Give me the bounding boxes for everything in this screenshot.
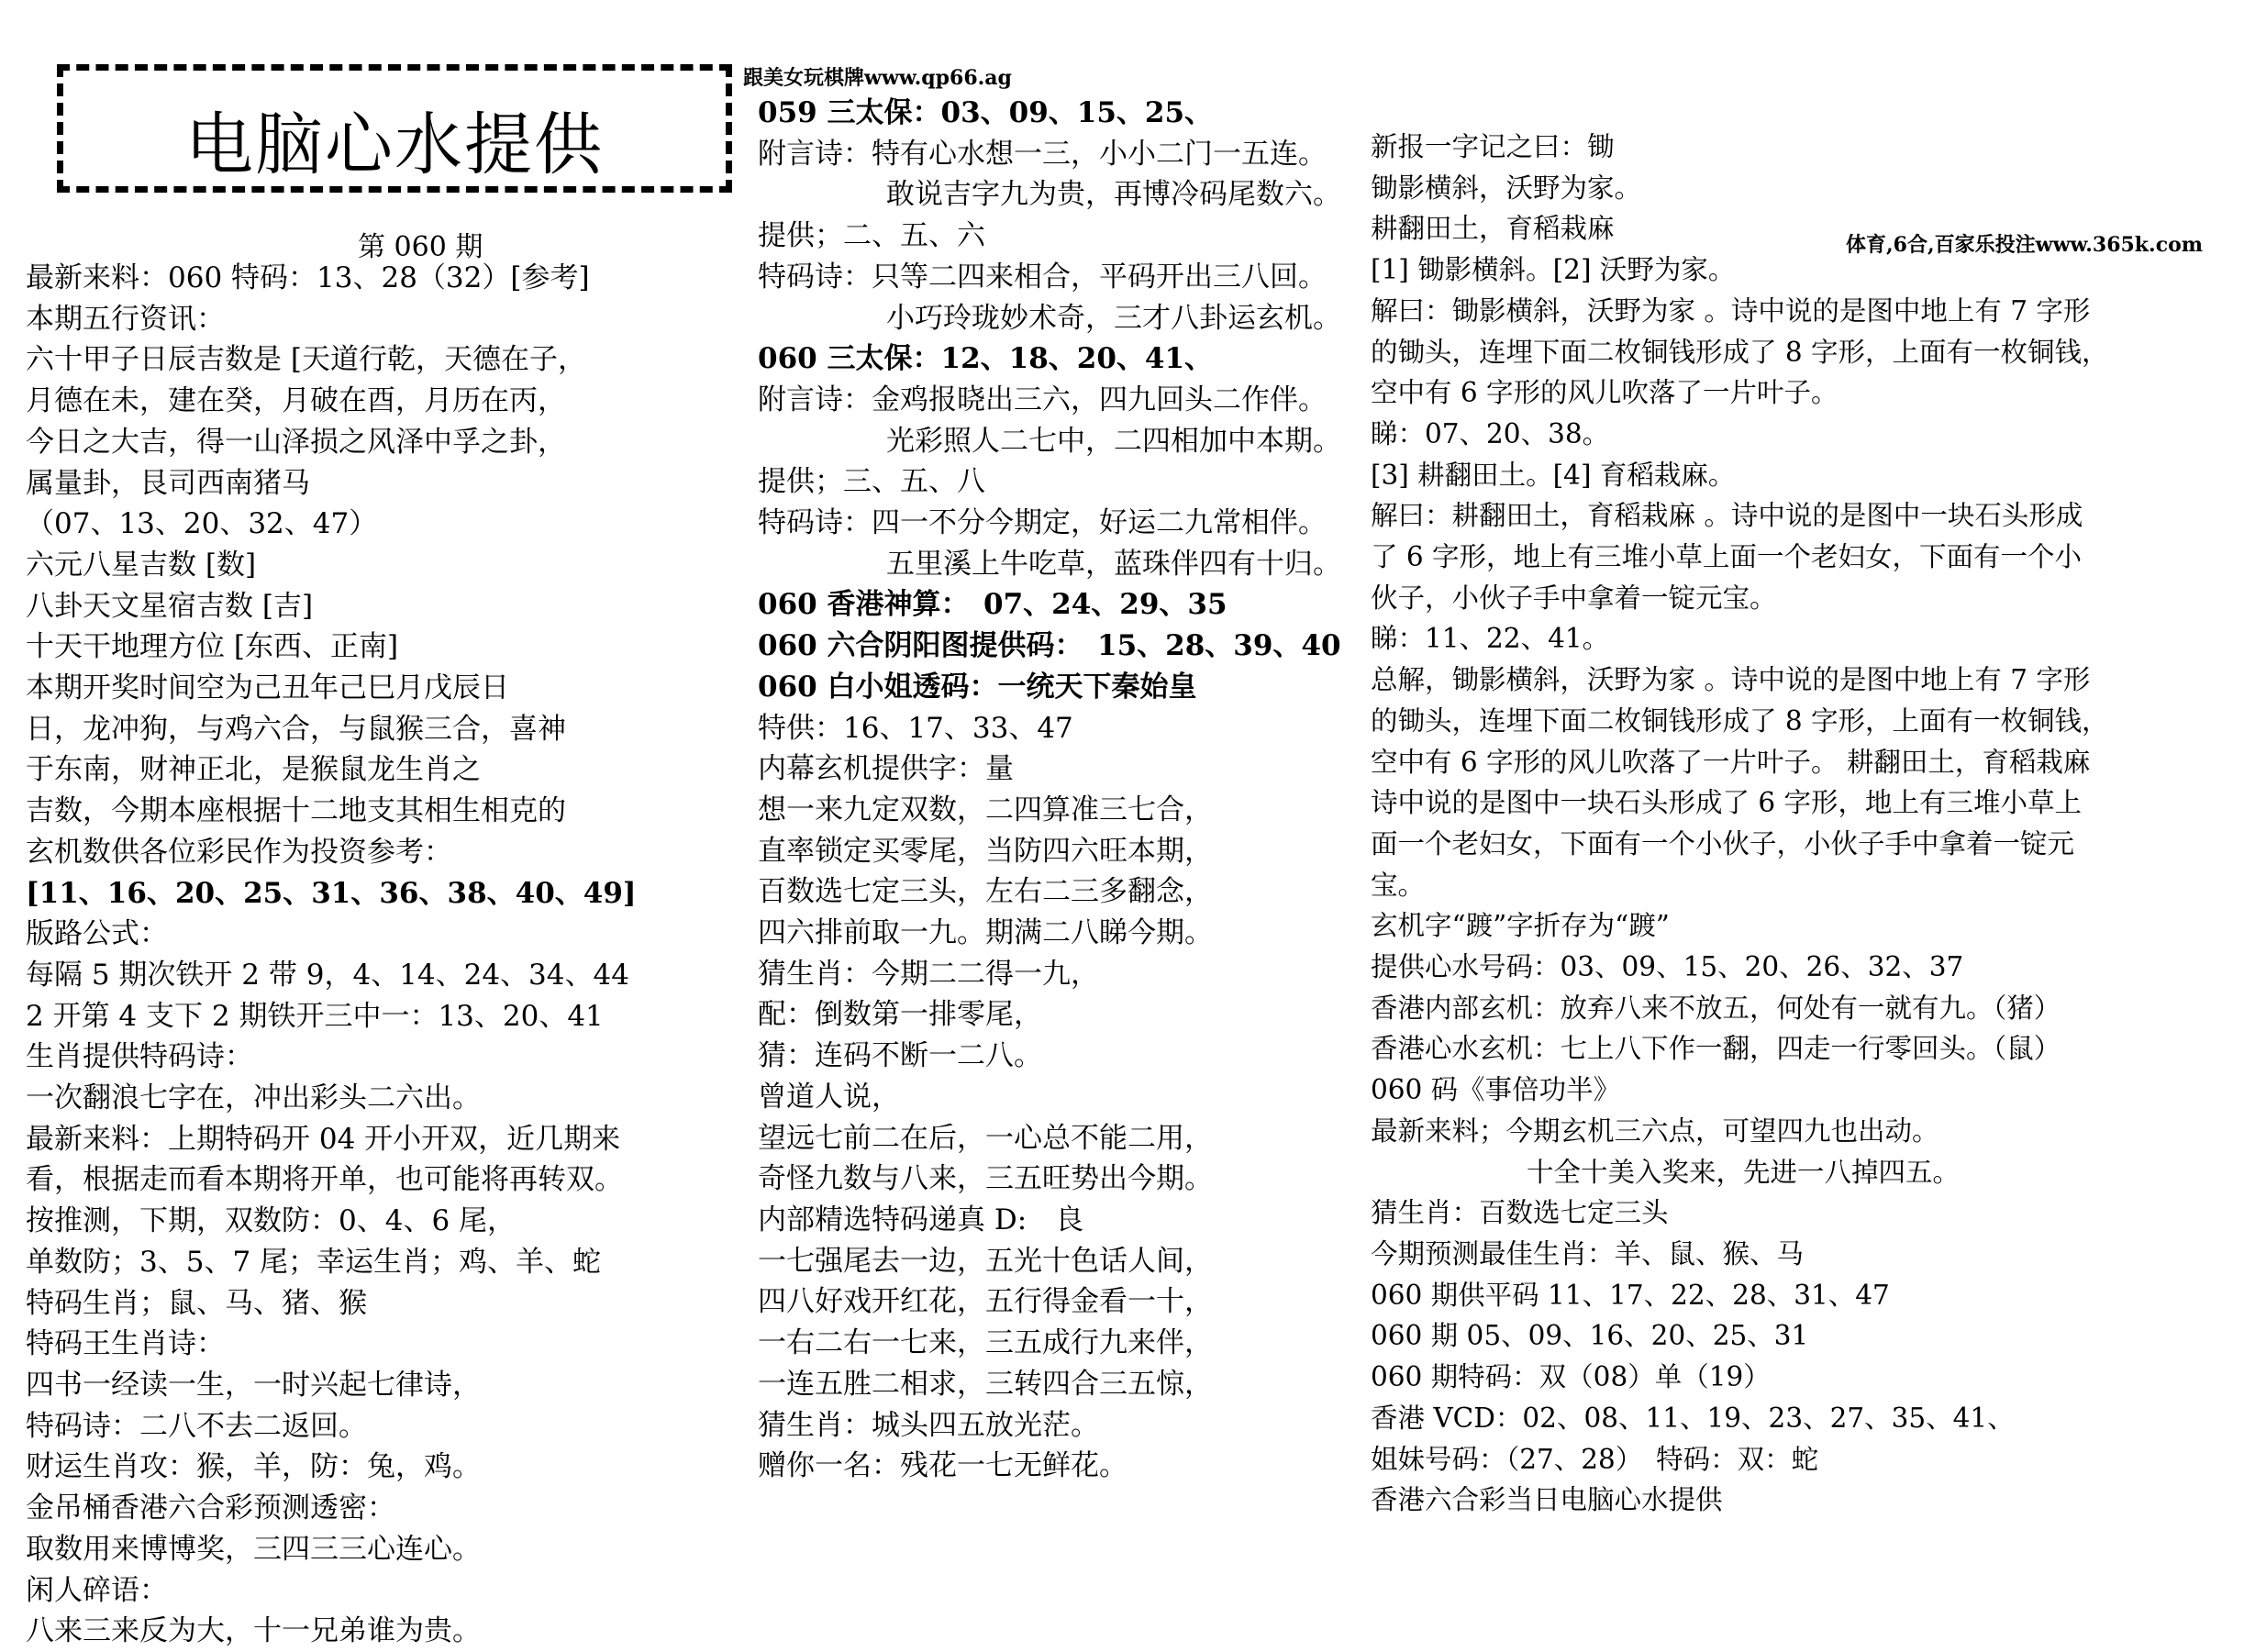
col3-line: 空中有 6 字形的风儿吹落了一片叶子。 耕翻田土，育稻栽麻	[1371, 746, 2091, 778]
col1-line: 生肖提供特码诗：	[26, 1040, 253, 1074]
col1-line: 属量卦，艮司西南猪马	[26, 466, 310, 500]
col1-line: 今日之大吉，得一山泽损之风泽中孚之卦，	[26, 425, 566, 459]
col3-line: 猜生肖：百数选七定三头	[1371, 1197, 1669, 1229]
col1-line: 一次翻浪七字在，冲出彩头二六出。	[26, 1081, 481, 1115]
col2-line: 曾道人说，	[758, 1080, 900, 1114]
col2-line: 想一来九定双数，二四算准三七合，	[758, 793, 1213, 826]
col1-line: 版路公式：	[26, 917, 168, 951]
col3-line: 最新来料；今期玄机三六点，可望四九也出动。	[1371, 1114, 1939, 1147]
col2-line: 一右二右一七来，三五成行九来伴，	[758, 1326, 1213, 1360]
col1-line: 于东南，财神正北，是猴鼠龙生肖之	[26, 753, 481, 787]
col1-line: 最新来料：060 特码：13、28（32）[参考]	[26, 261, 590, 294]
col1-line: 最新来料：上期特码开 04 开小开双，近几期来	[26, 1122, 621, 1156]
col3-line: 香港 VCD：02、08、11、19、23、27、35、41、	[1371, 1402, 2015, 1434]
col1-line: 金吊桶香港六合彩预测透密：	[26, 1491, 395, 1525]
col2-line: 提供；二、五、六	[758, 219, 985, 253]
col2-line: 附言诗：特有心水想一三，小小二门一五连。	[758, 137, 1327, 171]
col2-line: 四八好戏开红花，五行得金看一十，	[758, 1285, 1213, 1319]
col3-line: 锄影横斜，沃野为家。	[1371, 172, 1642, 204]
col3-line: 060 期特码：双（08）单（19）	[1371, 1361, 1771, 1393]
col3-line: 总解，锄影横斜，沃野为家 。诗中说的是图中地上有 7 字形	[1371, 664, 2091, 696]
top-ad-link[interactable]: 跟美女玩棋牌www.qp66.ag	[743, 66, 1012, 90]
middle-column	[758, 93, 1341, 1487]
col3-line: 的锄头，连埋下面二枚铜钱形成了 8 字形，上面有一枚铜钱，	[1371, 336, 2109, 368]
col3-line: 060 期 05、09、16、20、25、31	[1371, 1320, 1809, 1352]
col3-line: 解曰：锄影横斜，沃野为家 。诗中说的是图中地上有 7 字形	[1371, 294, 2091, 327]
col1-line: 十天干地理方位 [东西、正南]	[26, 630, 399, 664]
col1-line: 月德在未，建在癸，月破在酉，月历在丙，	[26, 384, 566, 418]
col1-line: 玄机数供各位彩民作为投资参考：	[26, 835, 452, 869]
col1-line: 四书一经读一生，一时兴起七律诗，	[26, 1368, 481, 1402]
col3-line: [3] 耕翻田土。[4] 育稻栽麻。	[1371, 459, 1736, 491]
col3-line: 了 6 字形，地上有三堆小草上面一个老妇女，下面有一个小	[1371, 541, 2083, 573]
col3-line: 今期预测最佳生肖：羊、鼠、猴、马	[1371, 1237, 1805, 1269]
col2-line: 百数选七定三头，左右二三多翻念，	[758, 875, 1213, 909]
col3-line: 十全十美入奖来，先进一八掉四五。	[1527, 1156, 1961, 1188]
col2-line: 特码诗：只等二四来相合，平码开出三八回。	[758, 260, 1327, 294]
col2-line: 猜生肖：城头四五放光茫。	[758, 1408, 1099, 1442]
col2-line: 060 香港神算： 07、24、29、35	[758, 588, 1227, 622]
col2-line: 直率锁定买零尾，当防四六旺本期，	[758, 834, 1213, 868]
col2-line: 060 三太保：12、18、20、41、	[758, 342, 1214, 376]
col3-line: 诗中说的是图中一块石头形成了 6 字形，地上有三堆小草上	[1371, 787, 2083, 819]
col1-line: 特码生肖；鼠、马、猪、猴	[26, 1286, 367, 1320]
col3-line: 玄机字“踱”字折存为“踱”	[1371, 910, 1670, 942]
col3-line: 新报一字记之曰：锄	[1371, 131, 1615, 162]
col3-line: 面一个老妇女，下面有一个小伙子，小伙子手中拿着一锭元	[1371, 827, 2075, 859]
col1-line: 日，龙冲狗，与鸡六合，与鼠猴三合，喜神	[26, 712, 566, 746]
col1-line: 按推测，下期，双数防：0、4、6 尾，	[26, 1204, 517, 1238]
col1-line: （07、13、20、32、47）	[26, 507, 378, 541]
col2-line: 附言诗：金鸡报晓出三六，四九回头二作伴。	[758, 383, 1327, 416]
col2-line: 赠你一名：残花一七无鲜花。	[758, 1449, 1128, 1483]
col2-line: 猜：连码不断一二八。	[758, 1039, 1042, 1073]
col2-line: 小巧玲珑妙术奇，三才八卦运玄机。	[886, 301, 1341, 335]
title-box	[57, 64, 732, 193]
col2-line: 奇怪九数与八来，三五旺势出今期。	[758, 1162, 1213, 1196]
col3-line: 宝。	[1371, 869, 1426, 901]
col2-line: 四六排前取一九。期满二八睇今期。	[758, 916, 1213, 950]
col2-line: 060 六合阴阳图提供码： 15、28、39、40	[758, 629, 1341, 663]
col2-line: 一七强尾去一边，五光十色话人间，	[758, 1244, 1213, 1278]
col3-line: 睇：07、20、38。	[1371, 417, 1610, 449]
col3-line: 空中有 6 字形的风儿吹落了一片叶子。	[1371, 377, 1838, 409]
col1-line: 特码王生肖诗：	[26, 1327, 225, 1361]
col3-line: 060 码《事倍功半》	[1371, 1074, 1621, 1106]
col1-line: 单数防；3、5、7 尾；幸运生肖；鸡、羊、蛇	[26, 1245, 602, 1279]
issue-number: 第 060 期	[358, 231, 483, 263]
col1-line: 六十甲子日辰吉数是 [天道行乾，天德在子，	[26, 343, 586, 377]
col2-line: 提供；三、五、八	[758, 465, 985, 499]
left-column	[26, 258, 637, 1652]
col2-line: 059 三太保：03、09、15、25、	[758, 96, 1214, 129]
col2-line: 一连五胜二相求，三转四合三五惊，	[758, 1367, 1213, 1401]
col2-line: 五里溪上牛吃草，蓝珠伴四有十归。	[886, 547, 1341, 581]
col3-line: 060 期供平码 11、17、22、28、31、47	[1371, 1279, 1890, 1311]
col2-line: 内幕玄机提供字：量	[758, 752, 1014, 786]
col3-line: 睇：11、22、41。	[1371, 623, 1610, 655]
col3-line: 的锄头，连埋下面二枚铜钱形成了 8 字形，上面有一枚铜钱，	[1371, 704, 2109, 737]
col1-line: 取数用来博博奖，三四三三心连心。	[26, 1532, 481, 1566]
col1-line: 六元八星吉数 [数]	[26, 548, 257, 582]
col2-line: 060 白小姐透码：一统天下秦始皇	[758, 670, 1197, 704]
col3-line: 耕翻田土，育稻栽麻	[1371, 213, 1615, 245]
col1-line: 吉数，今期本座根据十二地支其相生相克的	[26, 794, 566, 828]
col1-line: 2 开第 4 支下 2 期铁开三中一：13、20、41	[26, 999, 604, 1033]
col1-line: 闲人碎语：	[26, 1573, 168, 1607]
col2-line: 望远七前二在后，一心总不能二用，	[758, 1121, 1213, 1155]
col3-line: 提供心水号码：03、09、15、20、26、32、37	[1371, 951, 1964, 983]
col1-line: 看，根据走而看本期将开单，也可能将再转双。	[26, 1163, 623, 1197]
right-column	[1371, 127, 2109, 1521]
col2-line: 光彩照人二七中，二四相加中本期。	[886, 424, 1341, 458]
page-title: 电脑心水提供	[185, 105, 604, 184]
col3-line: 伙子，小伙子手中拿着一锭元宝。	[1371, 582, 1777, 614]
col3-line: [1] 锄影横斜。[2] 沃野为家。	[1371, 254, 1736, 286]
col3-line: 香港心水玄机：七上八下作一翻，四走一行零回头。（鼠）	[1371, 1033, 2061, 1065]
right-ad-link[interactable]: 体育,6合,百家乐投注www.365k.com	[1846, 233, 2204, 257]
col3-line: 香港六合彩当日电脑心水提供	[1371, 1484, 1723, 1516]
col3-line: 解曰：耕翻田土，育稻栽麻 。诗中说的是图中一块石头形成	[1371, 500, 2083, 532]
col3-line: 姐妹号码：（27、28） 特码：双：蛇	[1371, 1443, 1819, 1475]
col2-line: 猜生肖：今期二二得一九，	[758, 957, 1099, 991]
col2-line: 敢说吉字九为贵，再博冷码尾数六。	[886, 178, 1341, 212]
col1-line: 每隔 5 期次铁开 2 带 9，4、14、24、34、44	[26, 958, 629, 992]
col1-line: 特码诗：二八不去二返回。	[26, 1409, 367, 1443]
col2-line: 配：倒数第一排零尾，	[758, 998, 1042, 1032]
col1-line: 财运生肖攻：猴，羊，防：兔，鸡。	[26, 1450, 481, 1484]
col2-line: 特供：16、17、33、47	[758, 711, 1073, 745]
col1-line: 八来三来反为大，十一兄弟谁为贵。	[26, 1614, 481, 1648]
col1-line: 本期开奖时间空为己丑年己巳月戊辰日	[26, 671, 509, 705]
col1-line: 本期五行资讯：	[26, 302, 225, 336]
col2-line: 特码诗：四一不分今期定，好运二九常相伴。	[758, 506, 1327, 540]
col2-line: 内部精选特码递真 D: 良	[758, 1203, 1084, 1236]
col1-line: [11、16、20、25、31、36、38、40、49]	[26, 876, 637, 910]
col3-line: 香港内部玄机：放弃八来不放五，何处有一就有九。（猪）	[1371, 992, 2061, 1024]
col1-line: 八卦天文星宿吉数 [吉]	[26, 589, 314, 623]
